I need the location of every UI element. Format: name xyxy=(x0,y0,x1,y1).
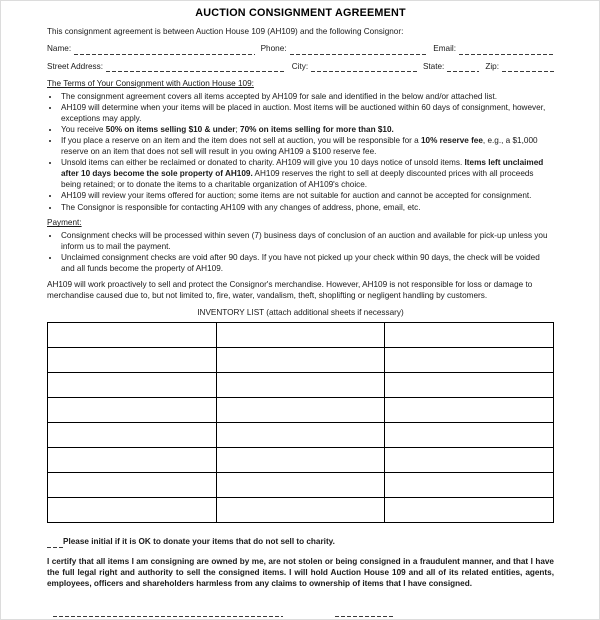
city-field[interactable] xyxy=(311,61,417,72)
inventory-cell[interactable] xyxy=(385,348,554,373)
state-field[interactable] xyxy=(447,61,479,72)
inventory-cell[interactable] xyxy=(216,498,385,523)
terms-bullet xyxy=(60,203,554,214)
inventory-cell[interactable] xyxy=(48,373,217,398)
bullet-text: , e.g., a $1,000 reserve on an item that does not sell will result in you owing AH109 a $100 reserve fee. xyxy=(61,136,538,157)
inventory-row xyxy=(48,348,554,373)
inventory-row xyxy=(48,423,554,448)
inventory-row xyxy=(48,373,554,398)
inventory-cell[interactable] xyxy=(385,423,554,448)
payment-bullet xyxy=(60,231,554,253)
inventory-cell[interactable] xyxy=(48,398,217,423)
inventory-row xyxy=(48,398,554,423)
street-address-field[interactable] xyxy=(106,61,286,72)
contact-row-2 xyxy=(47,61,554,72)
name-label: Name: xyxy=(47,44,72,53)
bullet-text: The Consignor is responsible for contacting AH109 with any changes of address, phone, email, etc. xyxy=(61,202,421,212)
signature-field[interactable] xyxy=(53,606,283,617)
bullet-text: Unsold items can either be reclaimed or donated to charity. AH109 will give you 10 days notice of unsold items. xyxy=(61,158,465,168)
inventory-cell[interactable] xyxy=(385,398,554,423)
inventory-row xyxy=(48,448,554,473)
inventory-cell[interactable] xyxy=(48,423,217,448)
payment-bullet xyxy=(60,253,554,275)
date-field[interactable] xyxy=(335,606,395,617)
terms-bullet xyxy=(60,191,554,202)
payment-heading: Payment: xyxy=(47,218,82,228)
state-label: State: xyxy=(422,61,445,71)
inventory-cell[interactable] xyxy=(385,473,554,498)
inventory-cell[interactable] xyxy=(48,473,217,498)
bullet-text: AH109 reserves the right to sell at deeply discounted prices with all proceeds being retained; or to donate the items to a charitable organization of AH109's choice. xyxy=(61,169,534,189)
bullet-text: Consignment checks will be processed within seven (7) business days of conclusion of an auction and available for pick-up unless you inform us to mail the payment. xyxy=(61,231,548,251)
inventory-cell[interactable] xyxy=(216,348,385,373)
inventory-cell[interactable] xyxy=(385,323,554,348)
inventory-cell[interactable] xyxy=(48,348,217,373)
city-label: City: xyxy=(291,61,309,71)
terms-bullet xyxy=(60,103,554,125)
inventory-row xyxy=(48,473,554,498)
bullet-text-bold: 10% reserve fee xyxy=(421,136,483,146)
terms-bullet xyxy=(60,136,554,158)
inventory-cell[interactable] xyxy=(48,323,217,348)
inventory-row xyxy=(48,498,554,523)
bullet-text: ; xyxy=(235,124,241,134)
inventory-cell[interactable] xyxy=(385,373,554,398)
liability-paragraph: AH109 will work proactively to sell and protect the Consignor's merchandise. However, AH109 is not responsible for loss or damage to merchandise caused due to, but not limited to, fire, water, vandalism, theft, shoplifting or negligent handling by customers. xyxy=(47,279,533,300)
street-address-label: Street Address: xyxy=(47,61,103,71)
phone-label: Phone: xyxy=(260,44,287,53)
initials-field[interactable] xyxy=(47,537,63,548)
inventory-cell[interactable] xyxy=(216,323,385,348)
payment-list xyxy=(47,231,554,275)
inventory-cell[interactable] xyxy=(216,398,385,423)
email-field[interactable] xyxy=(459,44,554,55)
name-field[interactable] xyxy=(74,44,254,55)
certification-paragraph: I certify that all items I am consigning are owned by me, are not stolen or being consigned in a fraudulent manner, and that I have the full legal right and authority to sell the consigned items. I will hold Auction House 109 and all of its related entities, agents, employees, officers and shareholders harmless from any claims to ownership of items that I have consigned. xyxy=(47,557,554,588)
bullet-text: You receive xyxy=(61,124,106,134)
signature-row xyxy=(47,606,554,617)
terms-bullet xyxy=(60,158,554,190)
inventory-cell[interactable] xyxy=(385,448,554,473)
inventory-cell[interactable] xyxy=(216,423,385,448)
inventory-heading: INVENTORY LIST (attach additional sheets if necessary) xyxy=(197,308,404,318)
terms-bullet xyxy=(60,125,554,136)
bullet-text-bold: 70% on items selling for more than $10. xyxy=(240,124,394,134)
inventory-cell[interactable] xyxy=(48,498,217,523)
donate-initial-text: Please initial if it is OK to donate your items that do not sell to charity. xyxy=(63,537,335,547)
bullet-text: AH109 will determine when your items will be placed in auction. Most items will be auctioned within 60 days of consignment, however, exceptions may apply. xyxy=(61,102,546,123)
bullet-text-bold: 50% on items selling $10 & under xyxy=(105,124,236,134)
bullet-text-bold: Items left unclaimed after 10 days become the sole property of AH109. xyxy=(61,158,544,179)
email-label: Email: xyxy=(433,44,457,53)
zip-label: Zip: xyxy=(485,61,499,71)
bullet-text: If you place a reserve on an item and the item does not sell at auction, you will be responsible for a xyxy=(61,136,421,146)
page-title: AUCTION CONSIGNMENT AGREEMENT xyxy=(195,7,406,19)
inventory-row xyxy=(48,323,554,348)
intro-paragraph: This consignment agreement is between Auction House 109 (AH109) and the following Consignor: xyxy=(47,27,404,36)
terms-bullet xyxy=(60,92,554,103)
bullet-text: The consignment agreement covers all items accepted by AH109 for sale and identified in the below and/or attached list. xyxy=(61,91,498,101)
inventory-cell[interactable] xyxy=(216,473,385,498)
terms-heading: The Terms of Your Consignment with Auction House 109: xyxy=(47,78,254,88)
phone-field[interactable] xyxy=(290,44,428,55)
bullet-text: AH109 will review your items offered for auction; some items are not suitable for auction and cannot be accepted for consignment. xyxy=(61,191,532,201)
inventory-cell[interactable] xyxy=(216,448,385,473)
contact-row-1 xyxy=(47,44,554,55)
inventory-table xyxy=(47,322,554,523)
terms-list xyxy=(47,92,554,214)
inventory-cell[interactable] xyxy=(385,498,554,523)
zip-field[interactable] xyxy=(502,61,554,72)
bullet-text: Unclaimed consignment checks are void after 90 days. If you have not picked up your check within 90 days, the check will be voided and all funds become the property of AH109. xyxy=(61,253,540,274)
donate-initial-row xyxy=(47,537,554,548)
inventory-cell[interactable] xyxy=(48,448,217,473)
inventory-cell[interactable] xyxy=(216,373,385,398)
